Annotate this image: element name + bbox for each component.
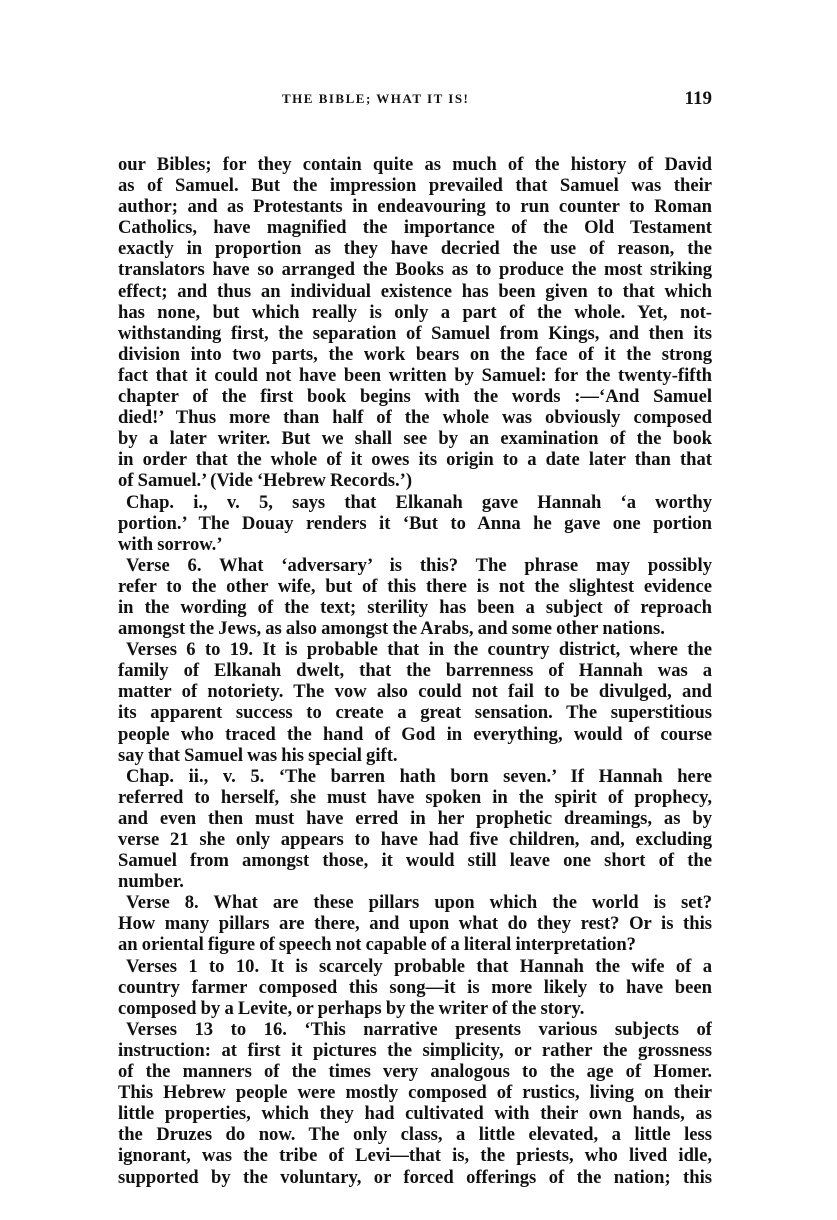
text-line: died!’ Thus more than half of the whole was obviously composed <box>118 407 712 429</box>
paragraph <box>118 492 712 555</box>
text-line: country farmer composed this song—it is more likely to have been <box>118 976 712 998</box>
text-line: family of Elkanah dwelt, that the barrenness of Hannah was a <box>118 660 712 682</box>
text-line: Samuel from amongst those, it would still leave one short of the <box>118 850 712 872</box>
running-head <box>118 88 712 112</box>
text-line: an oriental figure of speech not capable of a literal interpretation? <box>118 934 636 956</box>
text-line: withstanding first, the separation of Samuel from Kings, and then its <box>118 322 712 344</box>
text-line: Chap. ii., v. 5. ‘The barren hath born seven.’ If Hannah here <box>126 765 712 787</box>
text-line: number. <box>118 871 184 893</box>
text-line: instruction: at first it pictures the simplicity, or rather the grossness <box>118 1039 712 1061</box>
text-line: in order that the whole of it owes its origin to a date later than that <box>118 449 712 471</box>
text-line: Chap. i., v. 5, says that Elkanah gave Hannah ‘a worthy <box>126 491 712 513</box>
text-line: composed by a Levite, or perhaps by the writer of the story. <box>118 997 585 1019</box>
text-line: How many pillars are there, and upon what do they rest? Or is this <box>118 913 712 935</box>
text-line: people who traced the hand of God in everything, would of course <box>118 723 712 745</box>
text-line: fact that it could not have been written by Samuel: for the twenty-fifth <box>118 364 712 386</box>
text-line: exactly in proportion as they have decried the use of reason, the <box>118 238 712 260</box>
body-text <box>118 154 712 1188</box>
text-line: referred to herself, she must have spoken in the spirit of prophecy, <box>118 786 712 808</box>
text-line: amongst the Jews, as also amongst the Arabs, and some other nations. <box>118 618 665 640</box>
text-line: by a later writer. But we shall see by an examination of the book <box>118 428 712 450</box>
text-line: effect; and thus an individual existence has been given to that which <box>118 280 712 302</box>
text-line: has none, but which really is only a part of the whole. Yet, not- <box>118 301 712 323</box>
text-line: its apparent success to create a great sensation. The superstitious <box>118 702 712 724</box>
text-line: Catholics, have magnified the importance of the Old Testament <box>118 217 712 239</box>
text-line: verse 21 she only appears to have had five children, and, excluding <box>118 829 712 850</box>
text-line: of the manners of the times very analogous to the age of Homer. <box>118 1061 712 1083</box>
text-line: refer to the other wife, but of this there is not the slightest evidence <box>118 575 712 597</box>
text-line: Verses 13 to 16. ‘This narrative presents various subjects of <box>126 1018 712 1040</box>
text-line: Verses 6 to 19. It is probable that in the country district, where the <box>126 639 712 661</box>
paragraph <box>118 639 712 766</box>
running-head-title: THE BIBLE; WHAT IT IS! <box>282 91 470 106</box>
paragraph <box>118 555 712 639</box>
text-line: Verse 8. What are these pillars upon which the world is set? <box>126 892 712 914</box>
paragraph <box>118 766 712 893</box>
text-line: as of Samuel. But the impression prevailed that Samuel was their <box>118 175 712 197</box>
paragraph <box>118 956 712 1019</box>
text-line: our Bibles; for they contain quite as much of the history of David <box>118 154 712 175</box>
text-line: translators have so arranged the Books as to produce the most striking <box>118 259 712 281</box>
text-line: of Samuel.’ (Vide ‘Hebrew Records.’) <box>118 470 413 492</box>
text-line: This Hebrew people were mostly composed of rustics, living on their <box>118 1082 712 1104</box>
text-line: supported by the voluntary, or forced offerings of the nation; this <box>118 1166 712 1188</box>
text-line: portion.’ The Douay renders it ‘But to Anna he gave one portion <box>118 512 712 534</box>
text-line: little properties, which they had cultivated with their own hands, as <box>118 1103 712 1125</box>
text-line: author; and as Protestants in endeavouring to run counter to Roman <box>118 196 712 218</box>
text-line: ignorant, was the tribe of Levi—that is, the priests, who lived idle, <box>118 1145 712 1167</box>
paragraph <box>118 892 712 955</box>
page-number: 119 <box>684 88 712 109</box>
paragraph <box>118 154 712 492</box>
paragraph <box>118 1019 712 1188</box>
text-line: the Druzes do now. The only class, a little elevated, a little less <box>118 1124 712 1146</box>
text-line: Verse 6. What ‘adversary’ is this? The phrase may possibly <box>126 554 712 576</box>
text-line: in the wording of the text; sterility has been a subject of reproach <box>118 596 712 618</box>
text-line: matter of notoriety. The vow also could not fail to be divulged, and <box>118 681 712 703</box>
text-line: and even then must have erred in her prophetic dreamings, as by <box>118 807 712 829</box>
text-line: with sorrow.’ <box>118 533 223 555</box>
text-line: chapter of the first book begins with the words :—‘And Samuel <box>118 386 712 408</box>
text-line: division into two parts, the work bears on the face of it the strong <box>118 343 712 365</box>
text-line: Verses 1 to 10. It is scarcely probable that Hannah the wife of a <box>126 955 712 977</box>
text-line: say that Samuel was his special gift. <box>118 744 398 766</box>
